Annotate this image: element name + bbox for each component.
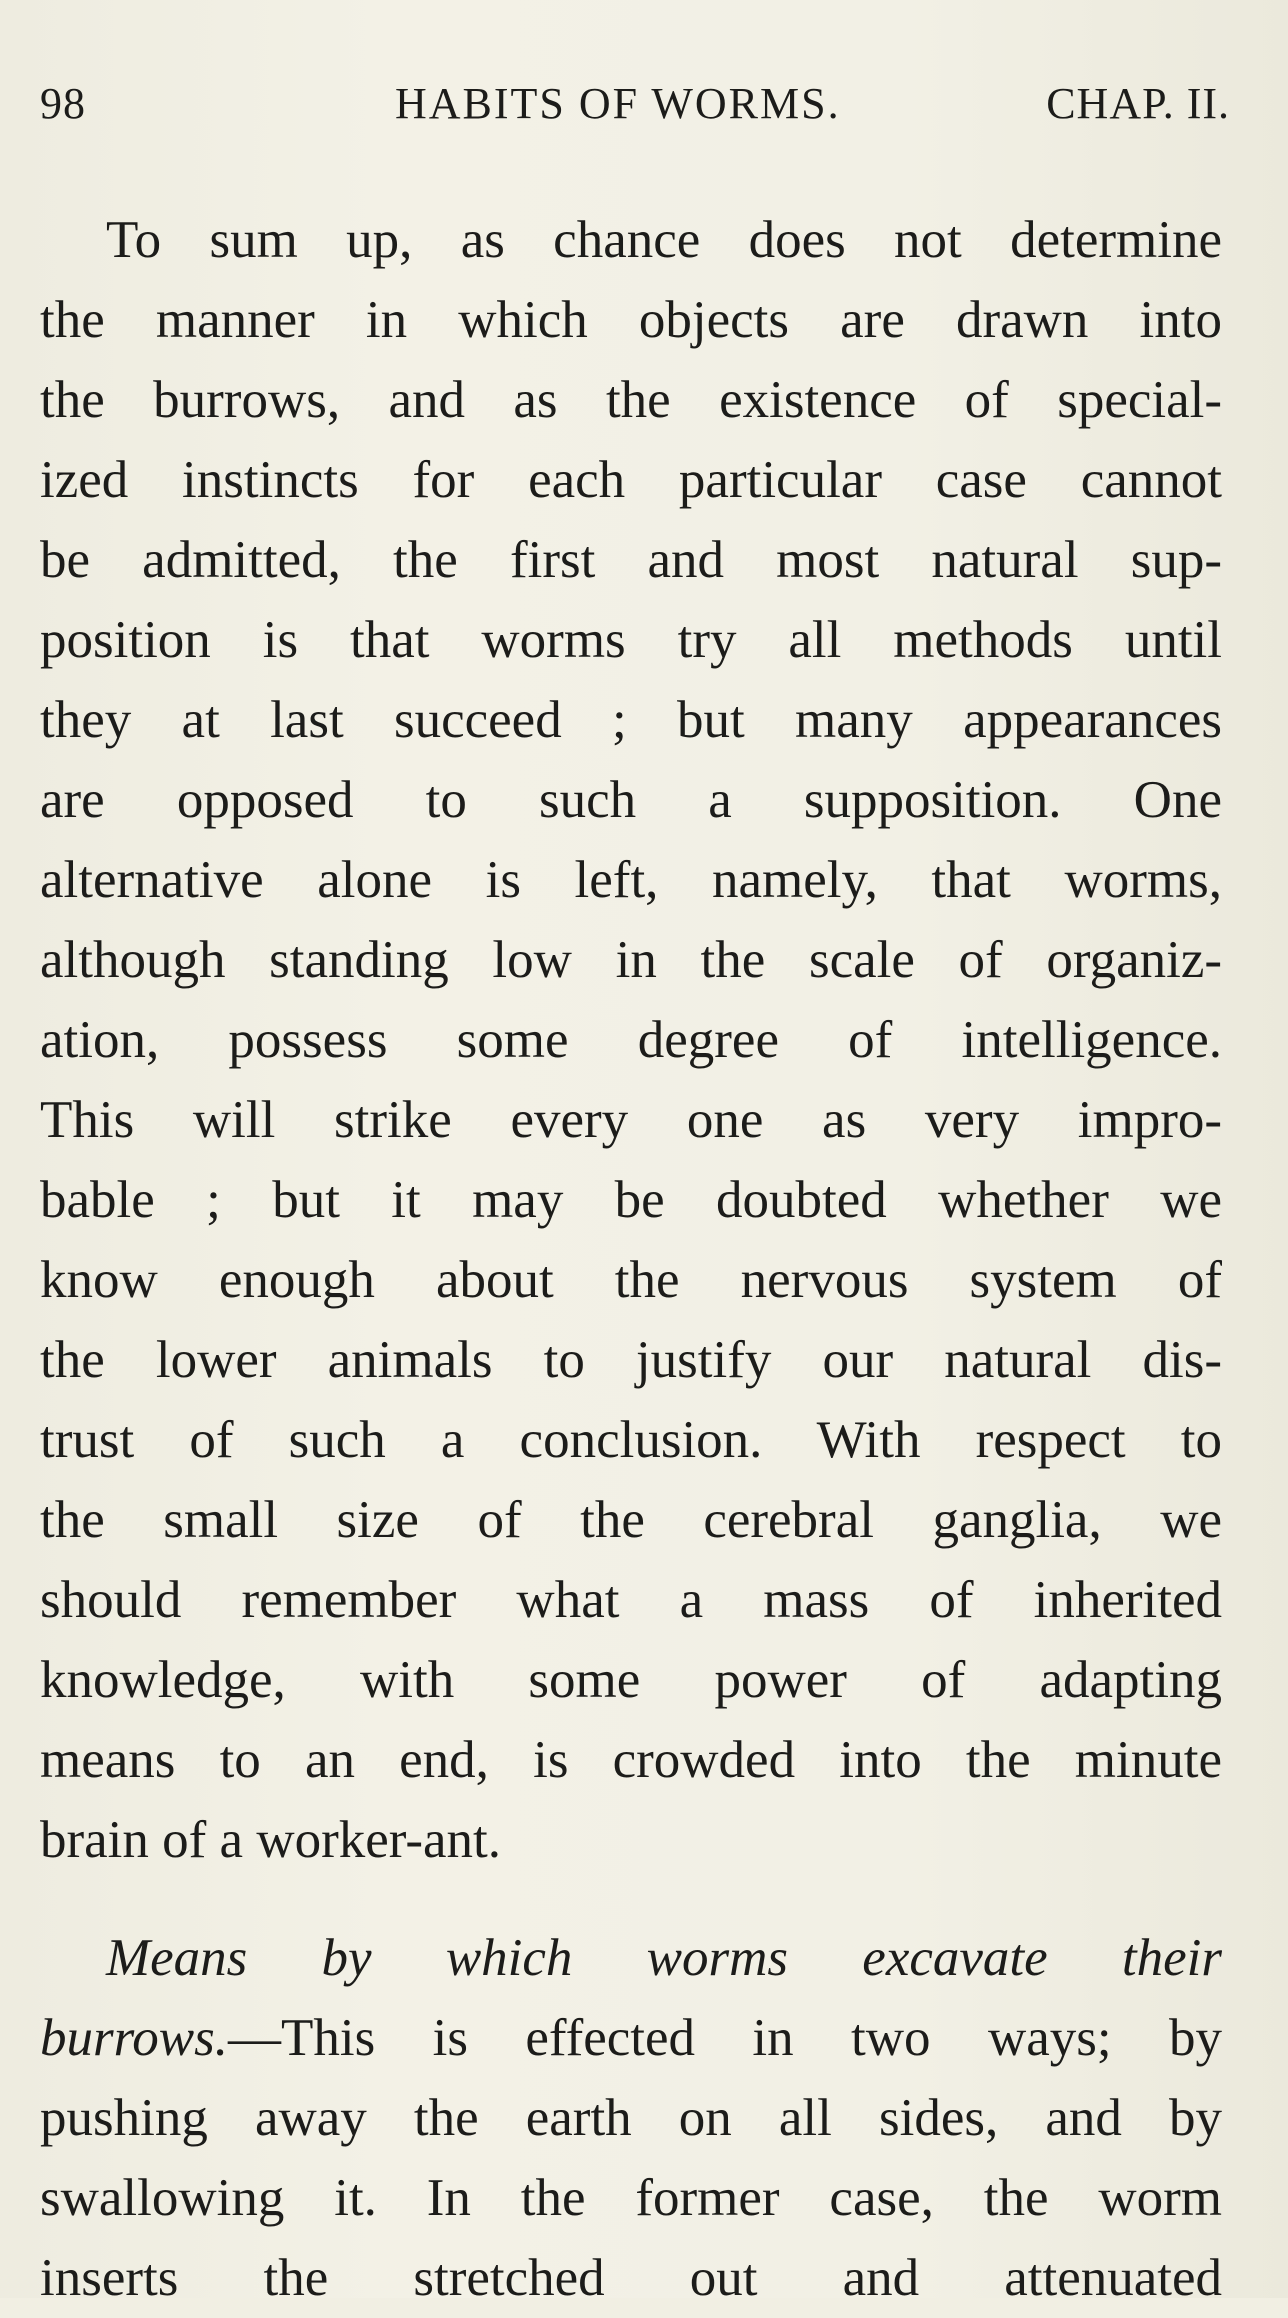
- text-line: the lower animals to justify our natural dis-: [40, 1331, 1222, 1389]
- text-line: although standing low in the scale of organiz-: [40, 931, 1222, 989]
- text-line: be admitted, the first and most natural sup-: [40, 531, 1222, 589]
- body-text: [40, 200, 1222, 2318]
- running-head: [40, 78, 1230, 138]
- paragraph-spacer: [40, 1880, 1222, 1918]
- text-line: means to an end, is crowded into the minute: [40, 1731, 1222, 1789]
- text-line: inserts the stretched out and attenuated: [40, 2249, 1222, 2307]
- text-line: know enough about the nervous system of: [40, 1251, 1222, 1309]
- section-heading-line: Means by which worms excavate their: [106, 1929, 1222, 1987]
- text-line-rest: —This is effected in two ways; by: [228, 2009, 1222, 2067]
- page-number: 98: [40, 79, 86, 128]
- text-line: ized instincts for each particular case cannot: [40, 451, 1222, 509]
- text-line: trust of such a conclusion. With respect to: [40, 1411, 1222, 1469]
- text-line: alternative alone is left, namely, that worms,: [40, 851, 1222, 909]
- text-line: the small size of the cerebral ganglia, we: [40, 1491, 1222, 1549]
- text-line: bable ; but it may be doubted whether we: [40, 1171, 1222, 1229]
- text-line: are opposed to such a supposition. One: [40, 771, 1222, 829]
- text-line: position is that worms try all methods until: [40, 611, 1222, 669]
- paragraph-summary: [40, 200, 1222, 1880]
- text-line: swallowing it. In the former case, the worm: [40, 2169, 1222, 2227]
- text-line: brain of a worker-ant.: [40, 1811, 502, 1869]
- chapter-label: CHAP. II.: [1046, 79, 1230, 128]
- text-line: pushing away the earth on all sides, and by: [40, 2089, 1222, 2147]
- text-line: the manner in which objects are drawn into: [40, 291, 1222, 349]
- text-line: knowledge, with some power of adapting: [40, 1651, 1222, 1709]
- running-title: HABITS OF WORMS.: [395, 79, 841, 128]
- text-line: should remember what a mass of inherited: [40, 1571, 1222, 1629]
- text-line: [40, 1998, 1222, 2078]
- text-line: they at last succeed ; but many appearances: [40, 691, 1222, 749]
- text-line: To sum up, as chance does not determine: [106, 211, 1222, 269]
- paragraph-excavation: [40, 1918, 1222, 2318]
- section-heading-continued: burrows.: [40, 2009, 229, 2067]
- text-line: the burrows, and as the existence of special-: [40, 371, 1222, 429]
- text-line: This will strike every one as very impro-: [40, 1091, 1222, 1149]
- text-line: ation, possess some degree of intelligence.: [40, 1011, 1222, 1069]
